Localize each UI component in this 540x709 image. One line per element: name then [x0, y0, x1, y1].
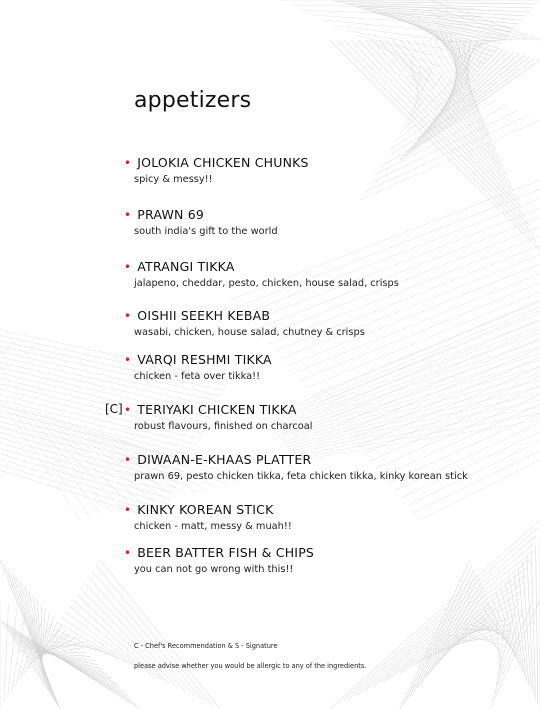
menu-item	[124, 452, 524, 482]
bullet-icon: •	[124, 156, 132, 170]
background-line	[92, 571, 203, 700]
legend-note: C - Chef's Recommendation & S - Signature	[134, 642, 278, 650]
item-name: DIWAAN-E-KHAAS PLATTER	[137, 452, 312, 467]
menu-item	[124, 259, 524, 289]
bullet-icon: •	[124, 353, 132, 367]
menu-item	[124, 308, 524, 338]
background-line	[431, 593, 486, 672]
bullet-icon: •	[124, 309, 132, 323]
item-name: TERIYAKI CHICKEN TIKKA	[137, 402, 297, 417]
item-name: JOLOKIA CHICKEN CHUNKS	[137, 155, 309, 170]
menu-item	[124, 155, 524, 185]
allergy-note: please advise whether you would be allergic to any of the ingredients.	[134, 662, 367, 670]
background-line	[12, 613, 26, 692]
background-line	[383, 567, 528, 682]
page-title: appetizers	[134, 88, 252, 113]
background-line	[536, 545, 538, 704]
background-line	[404, 565, 472, 704]
background-line	[58, 623, 127, 663]
item-name: PRAWN 69	[137, 207, 205, 222]
item-description: prawn 69, pesto chicken tikka, feta chicken tikka, kinky korean stick	[134, 471, 468, 482]
background-line	[4, 564, 58, 706]
background-line	[344, 40, 533, 233]
item-description: chicken - matt, messy & muah!!	[134, 521, 292, 532]
background-line	[38, 642, 84, 652]
bullet-icon: •	[124, 453, 132, 467]
item-name: ATRANGI TIKKA	[137, 259, 235, 274]
bullet-icon: •	[124, 546, 132, 560]
background-line	[38, 413, 134, 508]
background-line	[470, 636, 507, 646]
background-line	[391, 575, 525, 677]
item-name: KINKY KOREAN STICK	[137, 502, 274, 517]
bullet-icon: •	[124, 260, 132, 274]
background-line	[400, 583, 523, 673]
background-line	[15, 617, 33, 686]
menu-item	[124, 502, 524, 532]
background-line	[421, 51, 509, 136]
background-line	[8, 608, 17, 697]
item-description: you can not go wrong with this!!	[134, 564, 294, 575]
menu-item	[124, 545, 524, 575]
menu-item	[124, 207, 524, 237]
background-line	[435, 45, 488, 120]
item-name: VARQI RESHMI TIKKA	[137, 352, 272, 367]
background-line	[531, 551, 535, 700]
bullet-icon: •	[124, 503, 132, 517]
item-description: jalapeno, cheddar, pesto, chicken, house salad, crisps	[134, 278, 399, 289]
bullet-icon: •	[124, 208, 132, 222]
background-line	[415, 65, 421, 108]
background-line	[77, 594, 169, 683]
item-description: robust flavours, finished on charcoal	[134, 421, 313, 432]
item-name: OISHII SEEKH KEBAB	[137, 308, 271, 323]
background-line	[0, 400, 80, 520]
chef-recommendation-tag: [C]	[105, 402, 123, 416]
item-description: south india's gift to the world	[134, 226, 278, 237]
background-line	[428, 40, 489, 133]
background-line	[490, 600, 540, 709]
item-description: spicy & messy!!	[134, 174, 213, 185]
background-line	[12, 573, 54, 701]
background-line	[492, 605, 531, 702]
background-line	[88, 577, 194, 696]
item-name: BEER BATTER FISH & CHIPS	[137, 545, 315, 560]
background-line	[15, 405, 101, 515]
menu-item	[124, 352, 524, 382]
background-line	[367, 11, 516, 29]
background-line	[374, 559, 530, 686]
item-description: chicken - feta over tikka!!	[134, 371, 261, 382]
background-line	[474, 619, 507, 639]
bullet-icon: •	[124, 403, 132, 417]
menu-item	[105, 402, 524, 432]
item-description: wasabi, chicken, house salad, chutney & crisps	[134, 327, 365, 338]
background-line	[356, 8, 522, 21]
background-line	[4, 604, 9, 703]
